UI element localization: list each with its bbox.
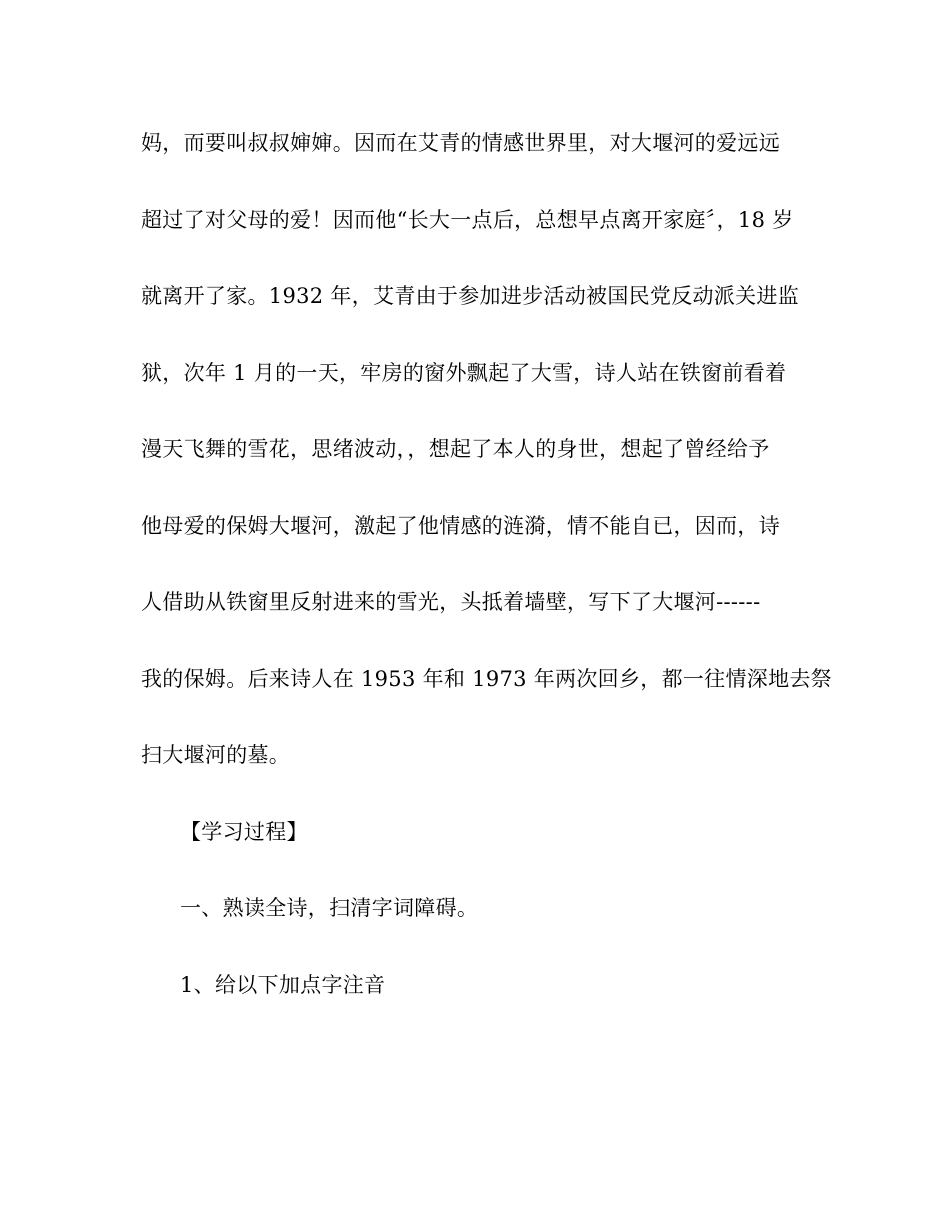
body-text-line: 人借助从铁窗里反射进来的雪光，头抵着墙壁，写下了大堰河------ bbox=[141, 590, 761, 614]
section-heading: 【学习过程】 bbox=[180, 820, 308, 844]
body-text-line: 狱，次年 1 月的一天，牢房的窗外飘起了大雪，诗人站在铁窗前看着 bbox=[141, 361, 787, 385]
body-text-line: 他母爱的保姆大堰河，激起了他情感的涟漪，情不能自已，因而，诗 bbox=[141, 514, 780, 538]
body-text-line: 扫大堰河的墓。 bbox=[141, 743, 291, 767]
body-text-line: 漫天飞舞的雪花，思绪波动，，想起了本人的身世，想起了曾经给予 bbox=[141, 437, 770, 461]
sub-step-heading: 1、给以下加点字注音 bbox=[180, 973, 386, 997]
step-heading: 一、熟读全诗，扫清字词障碍。 bbox=[180, 896, 479, 920]
body-text-line: 超过了对父母的爱！因而他“长大一点后，总想早点离开家庭〞，18 岁 bbox=[141, 208, 794, 232]
body-text-line: 就离开了家。1932 年，艾青由于参加进步活动被国民党反动派关进监 bbox=[141, 284, 800, 308]
body-text-line: 我的保姆。后来诗人在 1953 年和 1973 年两次回乡，都一往情深地去祭 bbox=[141, 667, 832, 691]
body-text-line: 妈，而要叫叔叔婶婶。因而在艾青的情感世界里，对大堰河的爱远远 bbox=[141, 131, 780, 155]
